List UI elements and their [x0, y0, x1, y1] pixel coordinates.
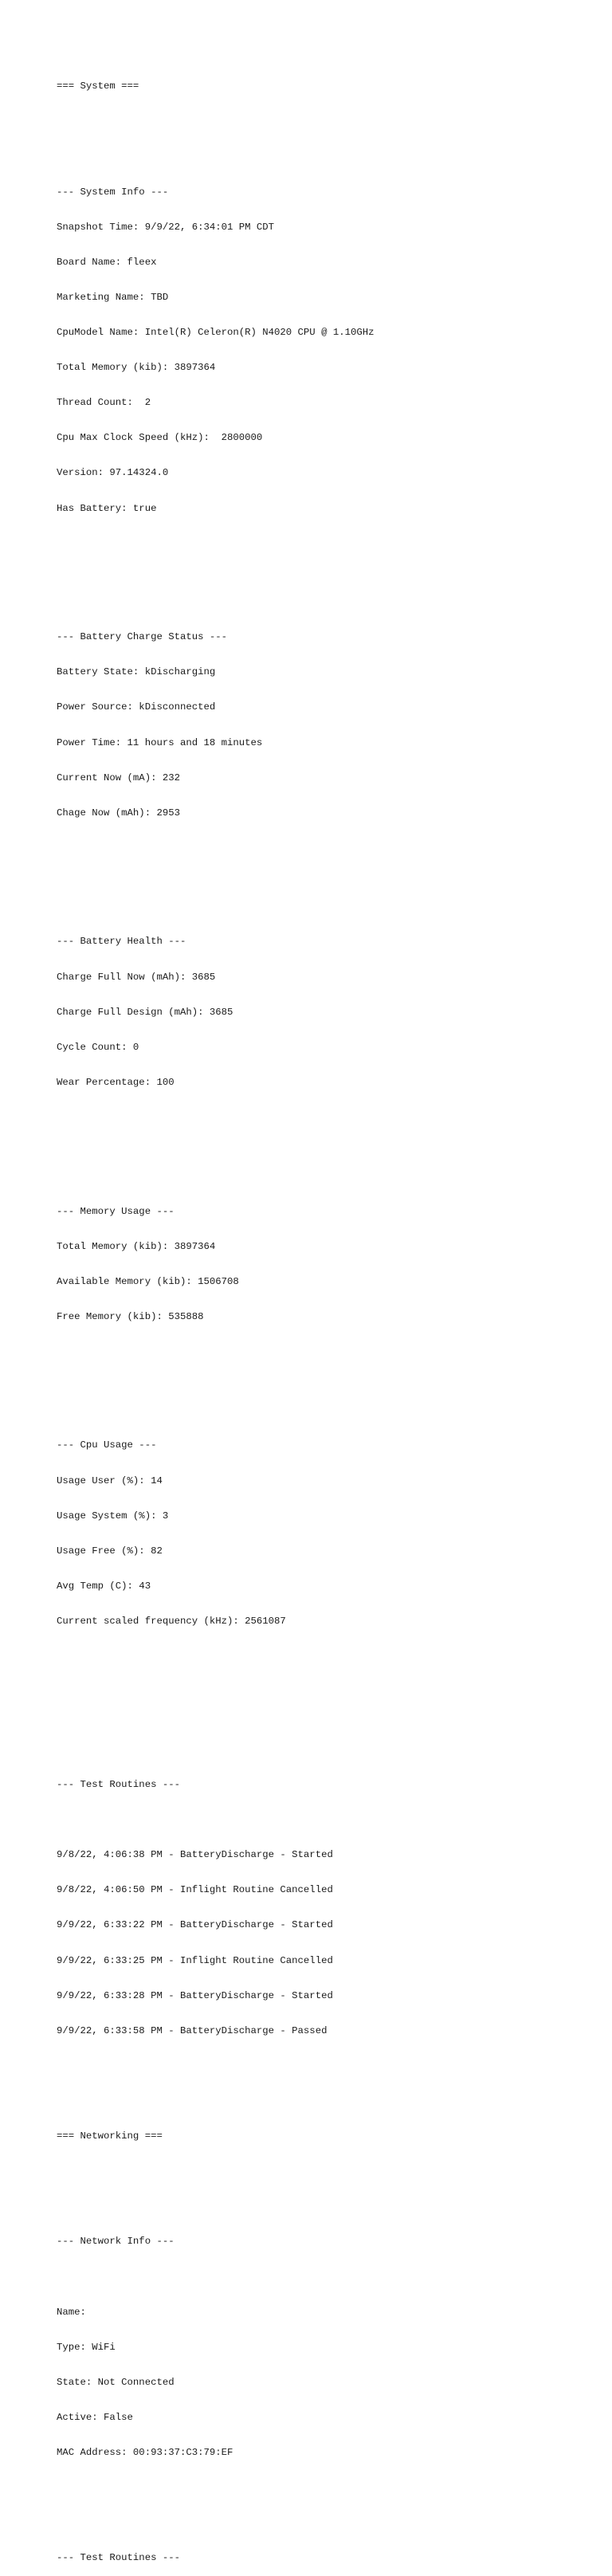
networking-header: === Networking ===	[57, 2130, 163, 2142]
system-header: === System ===	[57, 80, 139, 92]
log-line: Usage Free (%): 82	[57, 1545, 163, 1557]
log-line: 9/9/22, 6:33:58 PM - BatteryDischarge - Passed	[57, 2024, 328, 2036]
network-info-section	[57, 2213, 598, 2482]
section-header: --- Network Info ---	[57, 2236, 175, 2248]
log-line: Usage User (%): 14	[57, 1475, 163, 1486]
spacer	[57, 1135, 598, 1147]
spacer	[57, 1814, 598, 1826]
log-line: MAC Address: 00:93:37:C3:79:EF	[57, 2446, 233, 2458]
spacer	[57, 561, 598, 573]
log-line: Free Memory (kib): 535888	[57, 1310, 204, 1322]
spacer	[57, 116, 598, 128]
log-line: Battery State: kDischarging	[57, 666, 216, 678]
section-header: --- Test Routines ---	[57, 1779, 180, 1791]
spacer	[57, 2271, 598, 2283]
diagnostics-log	[57, 57, 598, 2576]
log-line: Available Memory (kib): 1506708	[57, 1275, 239, 1287]
spacer	[57, 1710, 598, 1721]
log-line: Power Time: 11 hours and 18 minutes	[57, 736, 263, 748]
log-line: 9/9/22, 6:33:22 PM - BatteryDischarge - Started	[57, 1919, 333, 1931]
spacer	[57, 2505, 598, 2517]
log-line: State: Not Connected	[57, 2376, 175, 2388]
section-header: --- Cpu Usage ---	[57, 1439, 157, 1451]
section-header: --- System Info ---	[57, 186, 169, 198]
log-line: Current Now (mA): 232	[57, 772, 180, 783]
log-line: Marketing Name: TBD	[57, 291, 169, 303]
memory-usage-section	[57, 1182, 598, 1346]
log-line: Current scaled frequency (kHz): 2561087	[57, 1615, 286, 1627]
log-line: Active: False	[57, 2411, 133, 2423]
log-line: Snapshot Time: 9/9/22, 6:34:01 PM CDT	[57, 221, 275, 233]
log-line: Charge Full Now (mAh): 3685	[57, 971, 216, 983]
log-line: Cycle Count: 0	[57, 1041, 139, 1053]
spacer	[57, 2166, 598, 2177]
log-line: Power Source: kDisconnected	[57, 701, 216, 713]
log-line: Total Memory (kib): 3897364	[57, 1240, 216, 1252]
cpu-usage-section	[57, 1416, 598, 1651]
log-line: Total Memory (kib): 3897364	[57, 362, 216, 374]
log-line: Usage System (%): 3	[57, 1510, 169, 1522]
log-line: Type: WiFi	[57, 2341, 116, 2353]
log-line: Name:	[57, 2306, 86, 2318]
log-line: Charge Full Design (mAh): 3685	[57, 1006, 233, 1018]
log-line: Cpu Max Clock Speed (kHz): 2800000	[57, 432, 263, 444]
log-line: 9/9/22, 6:33:25 PM - Inflight Routine Cancelled	[57, 1954, 333, 1966]
log-line: 9/9/22, 6:33:28 PM - BatteryDischarge - Started	[57, 1989, 333, 2001]
log-line: Thread Count: 2	[57, 397, 151, 409]
battery-health-section	[57, 913, 598, 1112]
log-line: Avg Temp (C): 43	[57, 1580, 151, 1592]
log-line: Board Name: fleex	[57, 256, 157, 268]
log-line: Wear Percentage: 100	[57, 1076, 175, 1088]
spacer	[57, 866, 598, 878]
section-header: --- Battery Health ---	[57, 936, 186, 948]
section-header: --- Battery Charge Status ---	[57, 631, 228, 643]
log-line: Has Battery: true	[57, 502, 157, 514]
section-header: --- Memory Usage ---	[57, 1205, 175, 1217]
log-line: Version: 97.14324.0	[57, 467, 169, 479]
spacer	[57, 2083, 598, 2095]
log-line: 9/8/22, 4:06:38 PM - BatteryDischarge - Started	[57, 1849, 333, 1861]
battery-charge-section	[57, 608, 598, 842]
log-line: 9/8/22, 4:06:50 PM - Inflight Routine Cancelled	[57, 1884, 333, 1896]
log-line: Chage Now (mAh): 2953	[57, 807, 180, 819]
section-header: --- Test Routines ---	[57, 2552, 180, 2564]
system-info-section	[57, 163, 598, 537]
system-test-routines-section	[57, 1756, 598, 2060]
log-line: CpuModel Name: Intel(R) Celeron(R) N4020 CPU @ 1.10GHz	[57, 327, 375, 339]
spacer	[57, 1369, 598, 1381]
spacer	[57, 1674, 598, 1686]
